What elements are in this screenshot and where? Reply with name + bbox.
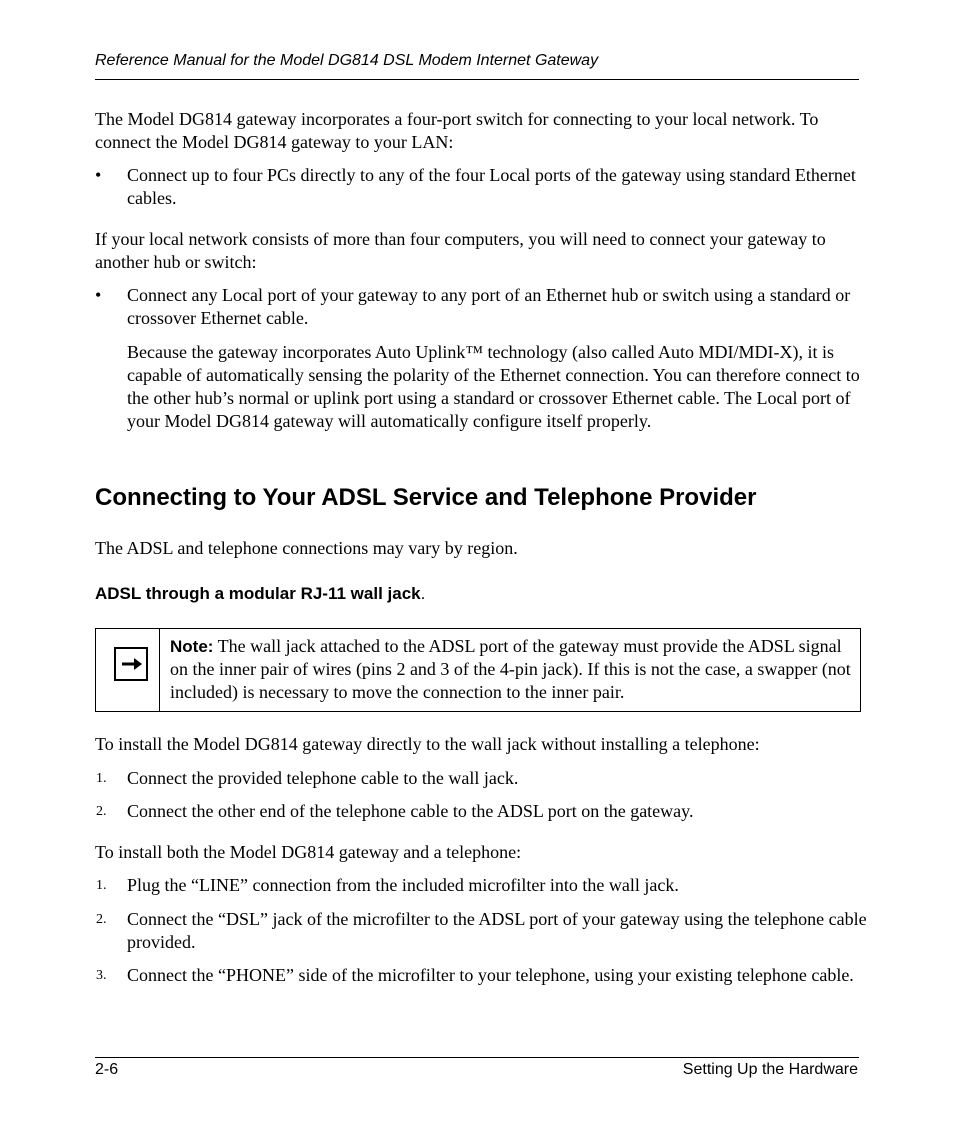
install-phone-step-2: Connect the “DSL” jack of the microfilter to the ADSL port of your gateway using the telephone cable provided. <box>127 909 867 952</box>
step-number: 1. <box>96 771 107 786</box>
page-number: 2-6 <box>95 1061 119 1078</box>
header-rule <box>95 79 859 80</box>
install-phone-step-1: Plug the “LINE” connection from the included microfilter into the wall jack. <box>127 875 679 895</box>
install-phone-intro: To install both the Model DG814 gateway and a telephone: <box>95 842 522 862</box>
bullet-item-connect-pcs: Connect up to four PCs directly to any of the four Local ports of the gateway using standard Ethernet cables. <box>127 165 856 208</box>
note-box <box>95 628 861 712</box>
intro-paragraph-1: The Model DG814 gateway incorporates a four-port switch for connecting to your local network. To connect the Model DG814 gateway to your LAN: <box>95 109 819 152</box>
bullet-glyph: • <box>95 165 102 185</box>
note-text <box>170 635 856 704</box>
chapter-title: Setting Up the Hardware <box>682 1061 858 1078</box>
section-paragraph: The ADSL and telephone connections may vary by region. <box>95 538 518 558</box>
subsection-heading-period: . <box>420 584 426 603</box>
install-wall-step-2: Connect the other end of the telephone cable to the ADSL port on the gateway. <box>127 801 694 821</box>
bullet-item-connect-hub: Connect any Local port of your gateway to any port of an Ethernet hub or switch using a standard or crossover Ethernet cable. <box>127 285 851 328</box>
note-divider <box>159 629 160 711</box>
right-arrow-icon <box>114 647 148 681</box>
intro-paragraph-2: If your local network consists of more than four computers, you will need to connect your gateway to another hub or switch: <box>95 229 826 272</box>
footer-rule <box>95 1057 859 1058</box>
step-number: 1. <box>96 878 107 893</box>
install-phone-step-3: Connect the “PHONE” side of the microfilter to your telephone, using your existing telephone cable. <box>127 965 854 985</box>
step-number: 3. <box>96 968 107 983</box>
note-body: The wall jack attached to the ADSL port of the gateway must provide the ADSL signal on the inner pair of wires (pins 2 and 3 of the 4-pin jack). If this is not the case, a swapper (not included) is necessary to move the connection to the inner pair. <box>170 636 851 702</box>
subsection-heading <box>95 584 425 604</box>
note-label: Note: <box>170 637 214 656</box>
install-wall-intro: To install the Model DG814 gateway directly to the wall jack without installing a telephone: <box>95 734 760 754</box>
running-header: Reference Manual for the Model DG814 DSL Modem Internet Gateway <box>95 52 599 69</box>
section-heading: Connecting to Your ADSL Service and Telephone Provider <box>95 484 757 511</box>
step-number: 2. <box>96 912 107 927</box>
bullet-glyph: • <box>95 285 102 305</box>
step-number: 2. <box>96 804 107 819</box>
install-wall-step-1: Connect the provided telephone cable to the wall jack. <box>127 768 519 788</box>
auto-uplink-paragraph: Because the gateway incorporates Auto Uplink™ technology (also called Auto MDI/MDI-X), it is capable of automatically sensing the polarity of the Ethernet connection. You can therefore connect to the other hub’s normal or uplink port using a standard or crossover Ethernet cable. The Local port of your Model DG814 gateway will automatically configure itself properly. <box>127 342 860 431</box>
subsection-heading-text: ADSL through a modular RJ-11 wall jack <box>95 584 421 603</box>
